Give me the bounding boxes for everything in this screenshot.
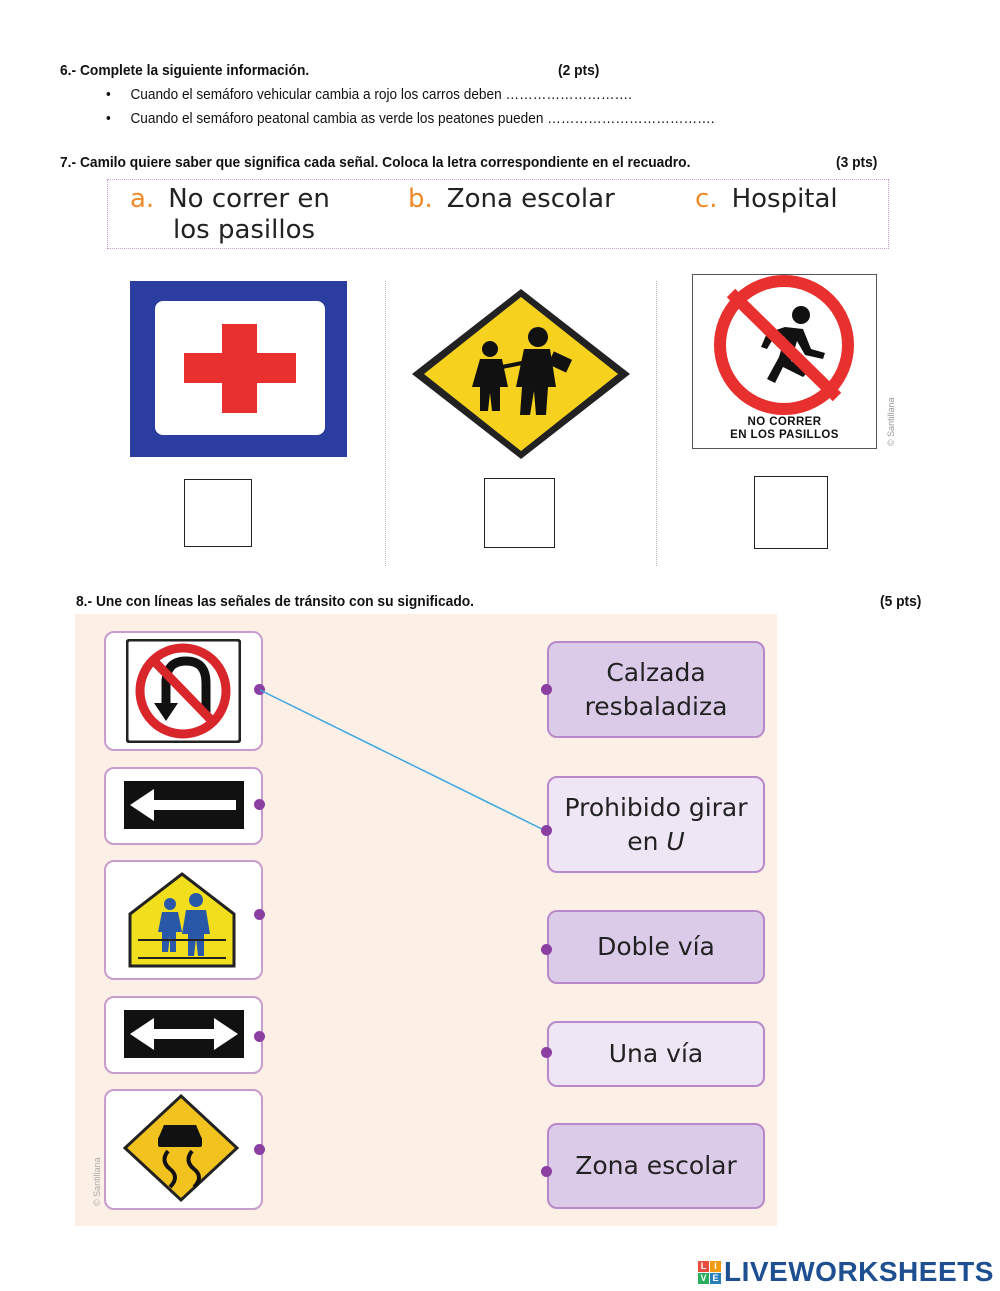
legend-option-a xyxy=(130,184,330,246)
sign-card-one-way[interactable] xyxy=(104,767,263,845)
q7-legend xyxy=(107,179,889,249)
meaning-5-text: Zona escolar xyxy=(575,1151,737,1180)
no-running-sign-image xyxy=(692,274,877,449)
school-crossing-icon xyxy=(126,870,238,970)
meaning-3-text: Doble vía xyxy=(597,932,715,961)
q6-bullet-1-text: Cuando el semáforo vehicular cambia a rojo los carros deben ………………………. xyxy=(130,87,632,103)
school-zone-sign-image xyxy=(410,287,632,461)
sign-dot-3[interactable] xyxy=(254,909,265,920)
legend-text-a-1: No correr en xyxy=(168,184,330,214)
meaning-two-way[interactable] xyxy=(547,910,765,984)
legend-text-a-2: los pasillos xyxy=(173,215,316,245)
no-running-sign-text-1: NO CORRER xyxy=(747,416,822,428)
meaning-2-line1: Prohibido girar xyxy=(564,792,748,822)
sign-dot-5[interactable] xyxy=(254,1144,265,1155)
sign-card-slippery-road[interactable] xyxy=(104,1089,263,1210)
slippery-road-icon xyxy=(122,1093,240,1203)
divider-1 xyxy=(385,281,386,566)
sign-dot-2[interactable] xyxy=(254,799,265,810)
q6-title: 6.- Complete la siguiente información. xyxy=(60,62,310,79)
meaning-2-italic: U xyxy=(666,826,685,856)
no-running-sign-text xyxy=(693,416,876,442)
legend-text-c: Hospital xyxy=(731,184,838,214)
meaning-dot-4[interactable] xyxy=(541,1047,552,1058)
hospital-sign-image xyxy=(130,281,347,457)
answer-box-no-running[interactable] xyxy=(754,476,828,549)
logo-block-v: V xyxy=(698,1273,709,1284)
meaning-dot-5[interactable] xyxy=(541,1166,552,1177)
meaning-no-u-turn[interactable] xyxy=(547,776,765,873)
logo-blocks-icon xyxy=(698,1261,721,1284)
logo-block-e: E xyxy=(710,1273,721,1284)
answer-box-hospital[interactable] xyxy=(184,479,252,547)
logo-block-l: L xyxy=(698,1261,709,1272)
sign-card-no-u-turn[interactable] xyxy=(104,631,263,751)
meaning-1-line2: resbaladiza xyxy=(584,691,728,721)
meaning-4-text: Una vía xyxy=(608,1039,704,1068)
legend-letter-a: a. xyxy=(130,184,155,214)
meaning-dot-2[interactable] xyxy=(541,825,552,836)
no-running-sign-text-2: EN LOS PASILLOS xyxy=(730,429,839,441)
sign-card-school-crossing[interactable] xyxy=(104,860,263,980)
meaning-dot-1[interactable] xyxy=(541,684,552,695)
meaning-school-zone[interactable] xyxy=(547,1123,765,1209)
legend-text-b: Zona escolar xyxy=(446,184,615,214)
q7-credit: © Santillana xyxy=(886,397,896,446)
sign-dot-1[interactable] xyxy=(254,684,265,695)
two-way-arrow-icon xyxy=(124,1010,244,1058)
logo-text: LIVEWORKSHEETS xyxy=(724,1256,994,1287)
meaning-1-line1: Calzada xyxy=(606,657,706,687)
q8-credit: © Santillana xyxy=(92,1157,102,1206)
q6-bullet-2: • Cuando el semáforo peatonal cambia as verde los peatones pueden ………………………………. xyxy=(106,111,715,127)
meaning-slippery-road[interactable] xyxy=(547,641,765,738)
q6-bullet-1: • Cuando el semáforo vehicular cambia a rojo los carros deben ………………………. xyxy=(106,87,632,103)
legend-letter-c: c. xyxy=(695,184,718,214)
q8-title: 8.- Une con líneas las señales de tránsito con su significado. xyxy=(76,593,475,610)
legend-option-c xyxy=(695,184,838,215)
q7-points: (3 pts) xyxy=(836,154,878,171)
legend-letter-b: b. xyxy=(408,184,433,214)
no-u-turn-icon xyxy=(126,639,241,743)
sign-card-two-way[interactable] xyxy=(104,996,263,1074)
meaning-dot-3[interactable] xyxy=(541,944,552,955)
liveworksheets-logo xyxy=(698,1256,994,1288)
meaning-2-line2: en xyxy=(627,826,667,856)
answer-box-school-zone[interactable] xyxy=(484,478,555,548)
one-way-arrow-icon xyxy=(124,781,244,829)
q6-bullet-2-text: Cuando el semáforo peatonal cambia as verde los peatones pueden ………………………………. xyxy=(130,111,715,127)
legend-option-b xyxy=(408,184,615,215)
meaning-one-way[interactable] xyxy=(547,1021,765,1087)
q7-title: 7.- Camilo quiere saber que significa cada señal. Coloca la letra correspondiente en el recuadro. xyxy=(60,154,691,171)
divider-2 xyxy=(656,281,657,566)
q8-points: (5 pts) xyxy=(880,593,922,610)
q6-points: (2 pts) xyxy=(558,62,600,79)
sign-dot-4[interactable] xyxy=(254,1031,265,1042)
logo-block-i: I xyxy=(710,1261,721,1272)
q8-matching-panel xyxy=(75,614,777,1226)
